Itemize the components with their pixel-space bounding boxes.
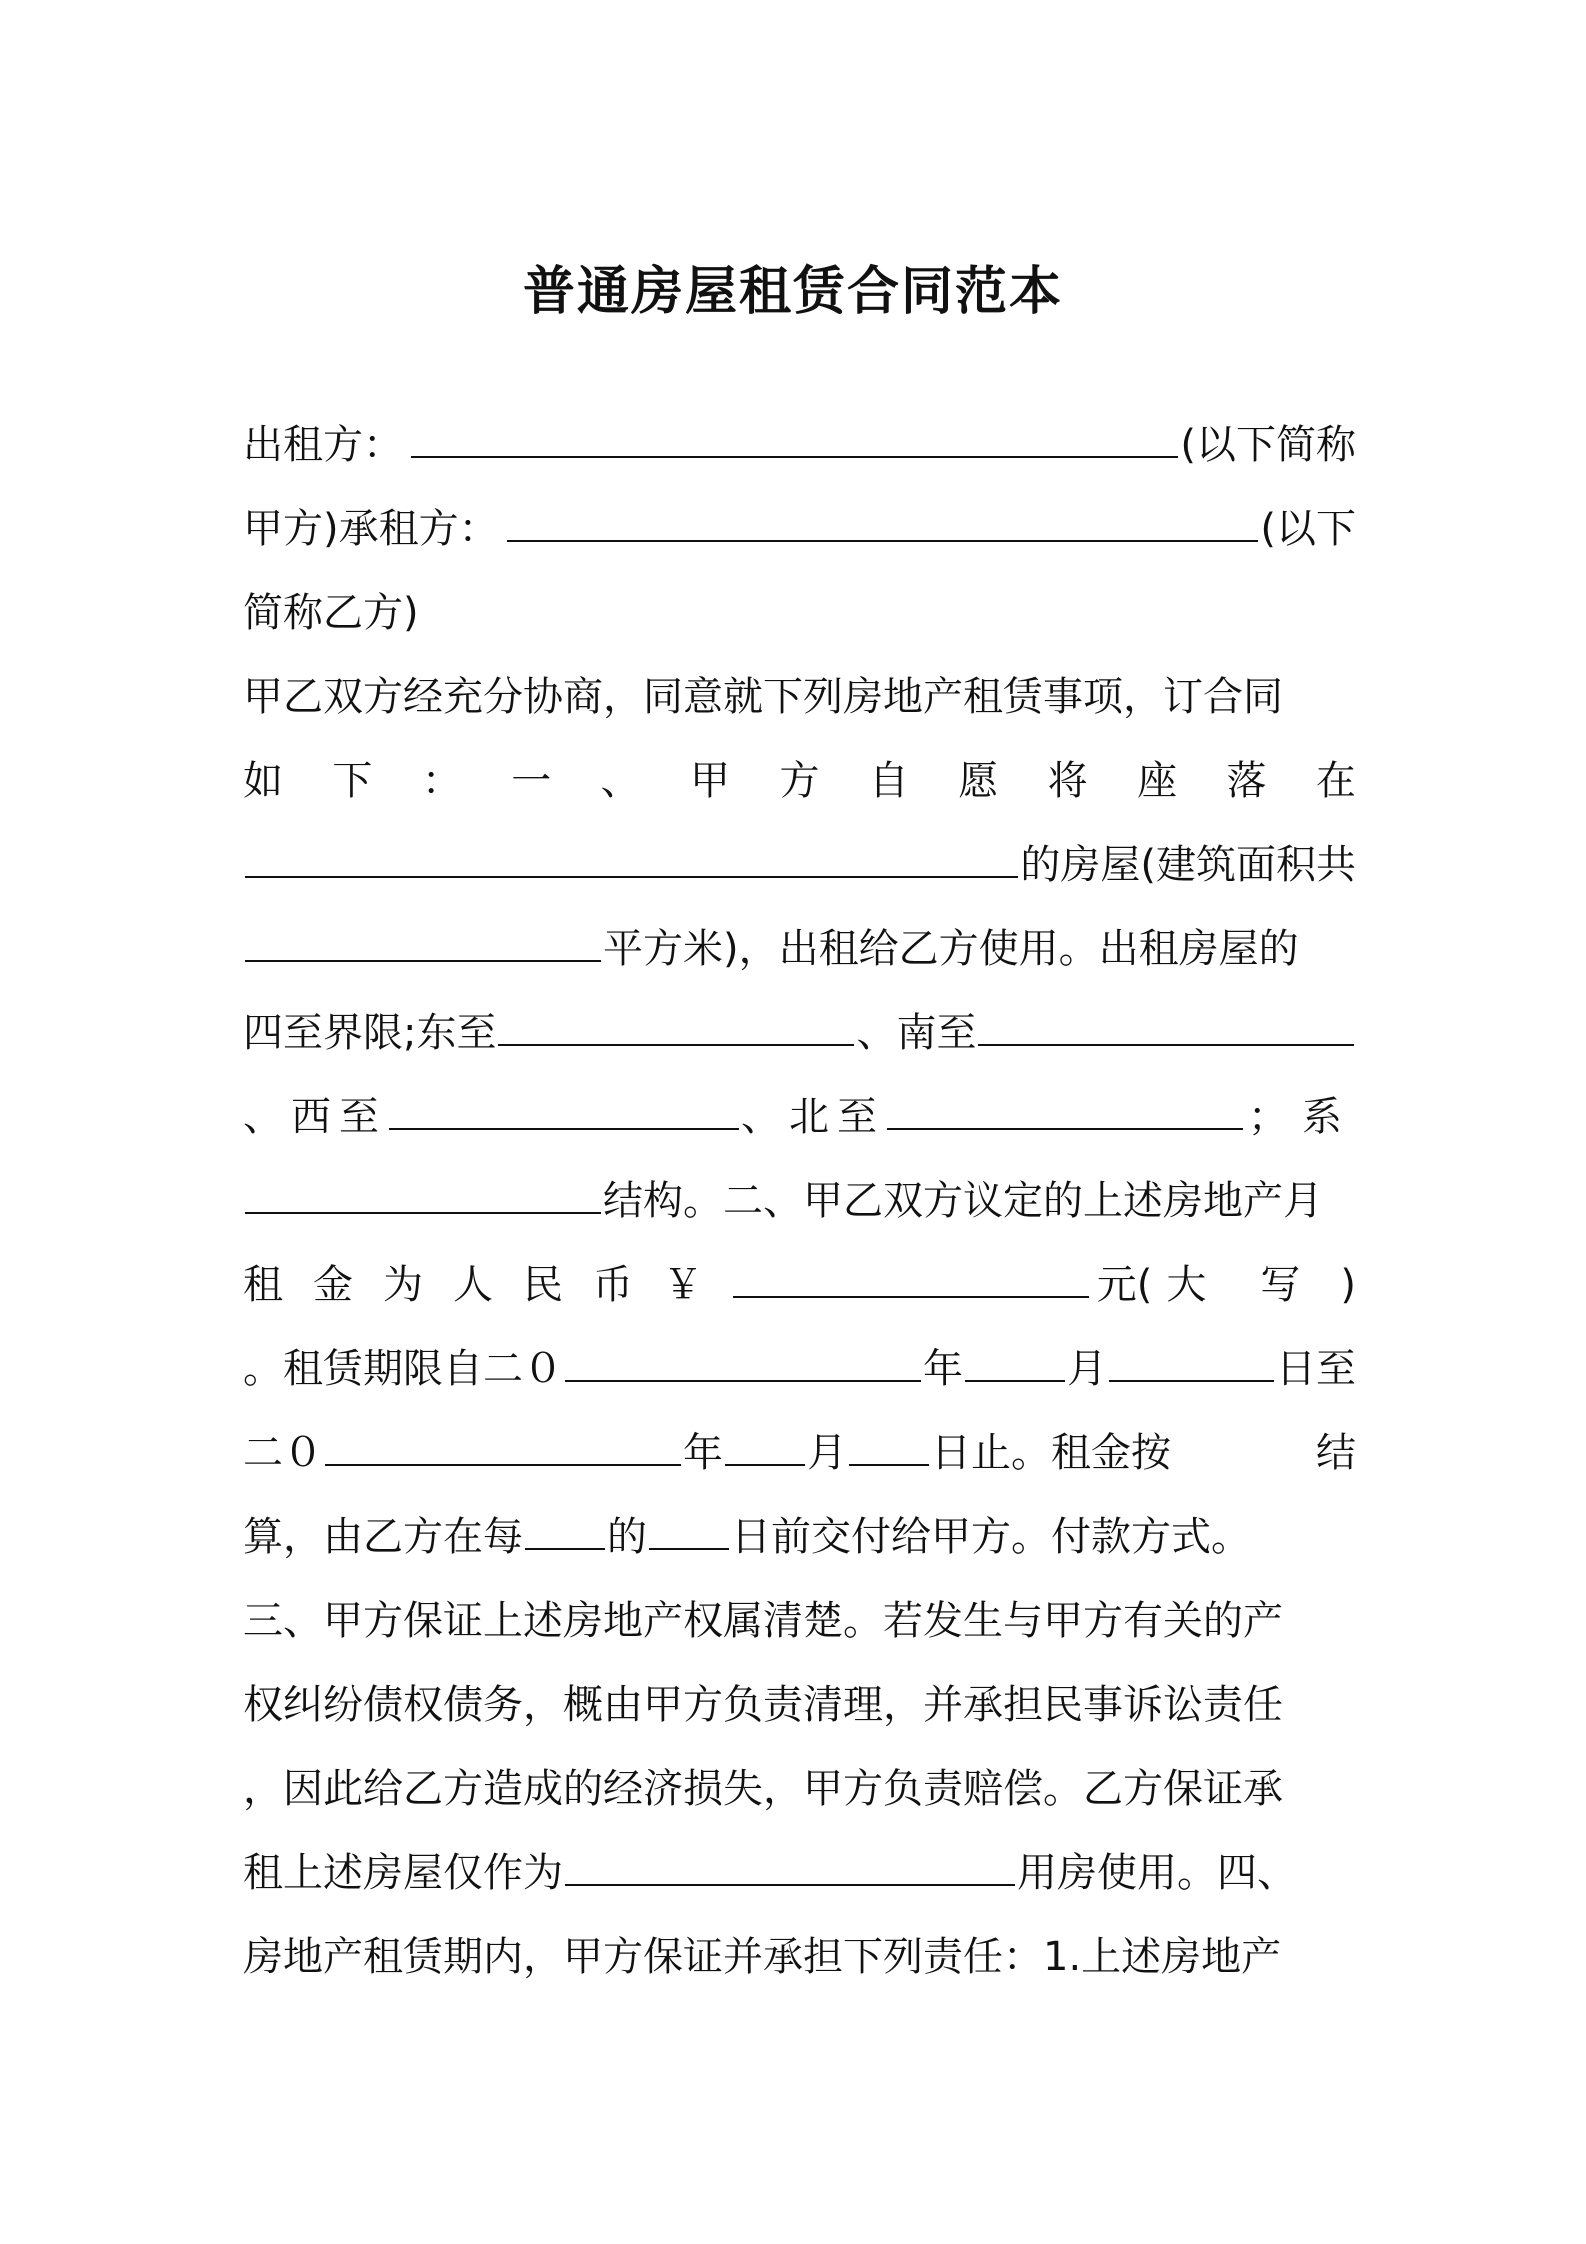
clause4-text: 房地产租赁期内，甲方保证并承担下列责任：1.上述房地产: [243, 1934, 1282, 1980]
usage-label: 租上述房屋仅作为: [243, 1850, 563, 1896]
payment-label: 算，由乙方在每: [243, 1514, 523, 1560]
lease-term-label: 。租赁期限自二０: [243, 1346, 563, 1392]
line-lessor: [243, 403, 1356, 487]
rent-char: 人: [452, 1262, 493, 1308]
lessor-label: 出租方：: [243, 422, 403, 468]
structure-label: ；系: [1248, 1094, 1356, 1140]
month-label: 月: [1067, 1346, 1107, 1392]
line-18: [243, 1831, 1356, 1915]
end-year-blank: [325, 1460, 681, 1466]
preamble-text: 甲乙双方经充分协商，同意就下列房地产租赁事项，订合同: [243, 674, 1283, 720]
settle-char: 结: [1316, 1430, 1356, 1476]
clause1-char: 座: [1137, 758, 1178, 804]
line-9: [243, 1075, 1356, 1159]
south-blank: [978, 1040, 1354, 1046]
clause1-char: 愿: [958, 758, 999, 804]
payment-of: 的: [607, 1514, 647, 1560]
line-lessee: [243, 487, 1356, 571]
area-blank: [245, 956, 601, 962]
payment-period-blank: [525, 1544, 605, 1550]
boundary-east-label: 四至界限;东至: [243, 1010, 497, 1056]
usage-blank: [565, 1880, 1015, 1886]
start-day-blank: [1109, 1376, 1274, 1382]
north-blank: [887, 1124, 1243, 1130]
end-month-label: 月: [807, 1430, 847, 1476]
boundary-west-label: 、西至: [243, 1094, 387, 1140]
clause1-char: 甲: [690, 758, 731, 804]
line-11: [243, 1243, 1356, 1327]
lessee-blank: [507, 536, 1259, 542]
rent-char: 为: [382, 1262, 423, 1308]
line-19: [243, 1915, 1356, 1999]
start-year-blank: [565, 1376, 921, 1382]
clause1-char: 方: [779, 758, 820, 804]
clause3-text: 三、甲方保证上述房地产权属清楚。若发生与甲方有关的产: [243, 1598, 1283, 1644]
yuan-text: 元: [1096, 1262, 1137, 1308]
west-blank: [389, 1124, 739, 1130]
rent-amount-blank: [733, 1292, 1089, 1298]
capital-open: (大: [1136, 1262, 1221, 1308]
line-6: [243, 823, 1356, 907]
line-13: [243, 1411, 1356, 1495]
year-label: 年: [923, 1346, 963, 1392]
clause1-char: 在: [1315, 758, 1356, 804]
lessor-note: (以下简称: [1180, 422, 1356, 468]
clause3-text-3: ，因此给乙方造成的经济损失，甲方负责赔偿。乙方保证承: [243, 1766, 1283, 1812]
line-8: [243, 991, 1356, 1075]
clause1-char: 将: [1047, 758, 1088, 804]
address-blank: [245, 872, 1018, 878]
lessee-note: (以下: [1260, 506, 1356, 552]
start-month-blank: [965, 1376, 1065, 1382]
usage-text: 用房使用。四、: [1017, 1850, 1297, 1896]
capital-close: ): [1340, 1262, 1356, 1308]
rent-char: 币: [592, 1262, 633, 1308]
clause1-char: 自: [868, 758, 909, 804]
clause1-char: 如: [243, 758, 283, 804]
clause2-text: 结构。二、甲乙双方议定的上述房地产月: [603, 1178, 1323, 1224]
line-12: [243, 1327, 1356, 1411]
rent-char: 租: [243, 1262, 283, 1308]
rent-char: 金: [312, 1262, 353, 1308]
lessee-note-end: 简称乙方): [243, 590, 419, 636]
clause3-text-2: 权纠纷债权债务，概由甲方负责清理，并承担民事诉讼责任: [243, 1682, 1283, 1728]
end-prefix: 二０: [243, 1430, 323, 1476]
structure-blank: [245, 1208, 601, 1214]
clause1-char: ：: [421, 758, 462, 804]
boundary-north-label: 、北至: [741, 1094, 885, 1140]
payment-method-text: 日前交付给甲方。付款方式。: [731, 1514, 1251, 1560]
lessee-label: 甲方)承租方：: [243, 506, 499, 552]
end-month-blank: [725, 1460, 805, 1466]
area-unit-text: 平方米)，出租给乙方使用。出租房屋的: [603, 926, 1299, 972]
line-7: [243, 907, 1356, 991]
boundary-south-label: 、南至: [856, 1010, 977, 1056]
end-day-blank: [849, 1460, 929, 1466]
end-day-label: 日止。租金按: [931, 1430, 1171, 1476]
end-year-label: 年: [683, 1430, 723, 1476]
day-to-label: 日至: [1276, 1346, 1356, 1392]
line-17: [243, 1747, 1356, 1831]
lessor-blank: [411, 452, 1178, 458]
line-4: [243, 655, 1356, 739]
rent-char: ￥: [662, 1262, 703, 1308]
building-area-text: 的房屋(建筑面积共: [1020, 842, 1356, 888]
line-10: [243, 1159, 1356, 1243]
contract-body: [243, 403, 1356, 1999]
line-16: [243, 1663, 1356, 1747]
document-title: 普通房屋租赁合同范本: [522, 262, 1063, 322]
payment-day-blank: [649, 1544, 729, 1550]
line-5: [243, 739, 1356, 823]
east-blank: [498, 1040, 854, 1046]
clause1-char: 下: [332, 758, 373, 804]
clause1-char: 、: [600, 758, 641, 804]
line-14: [243, 1495, 1356, 1579]
line-15: [243, 1579, 1356, 1663]
capital-write: 写: [1260, 1262, 1301, 1308]
clause1-char: 落: [1226, 758, 1267, 804]
clause1-char: 一: [511, 758, 552, 804]
rent-char: 民: [522, 1262, 563, 1308]
line-3: [243, 571, 1356, 655]
